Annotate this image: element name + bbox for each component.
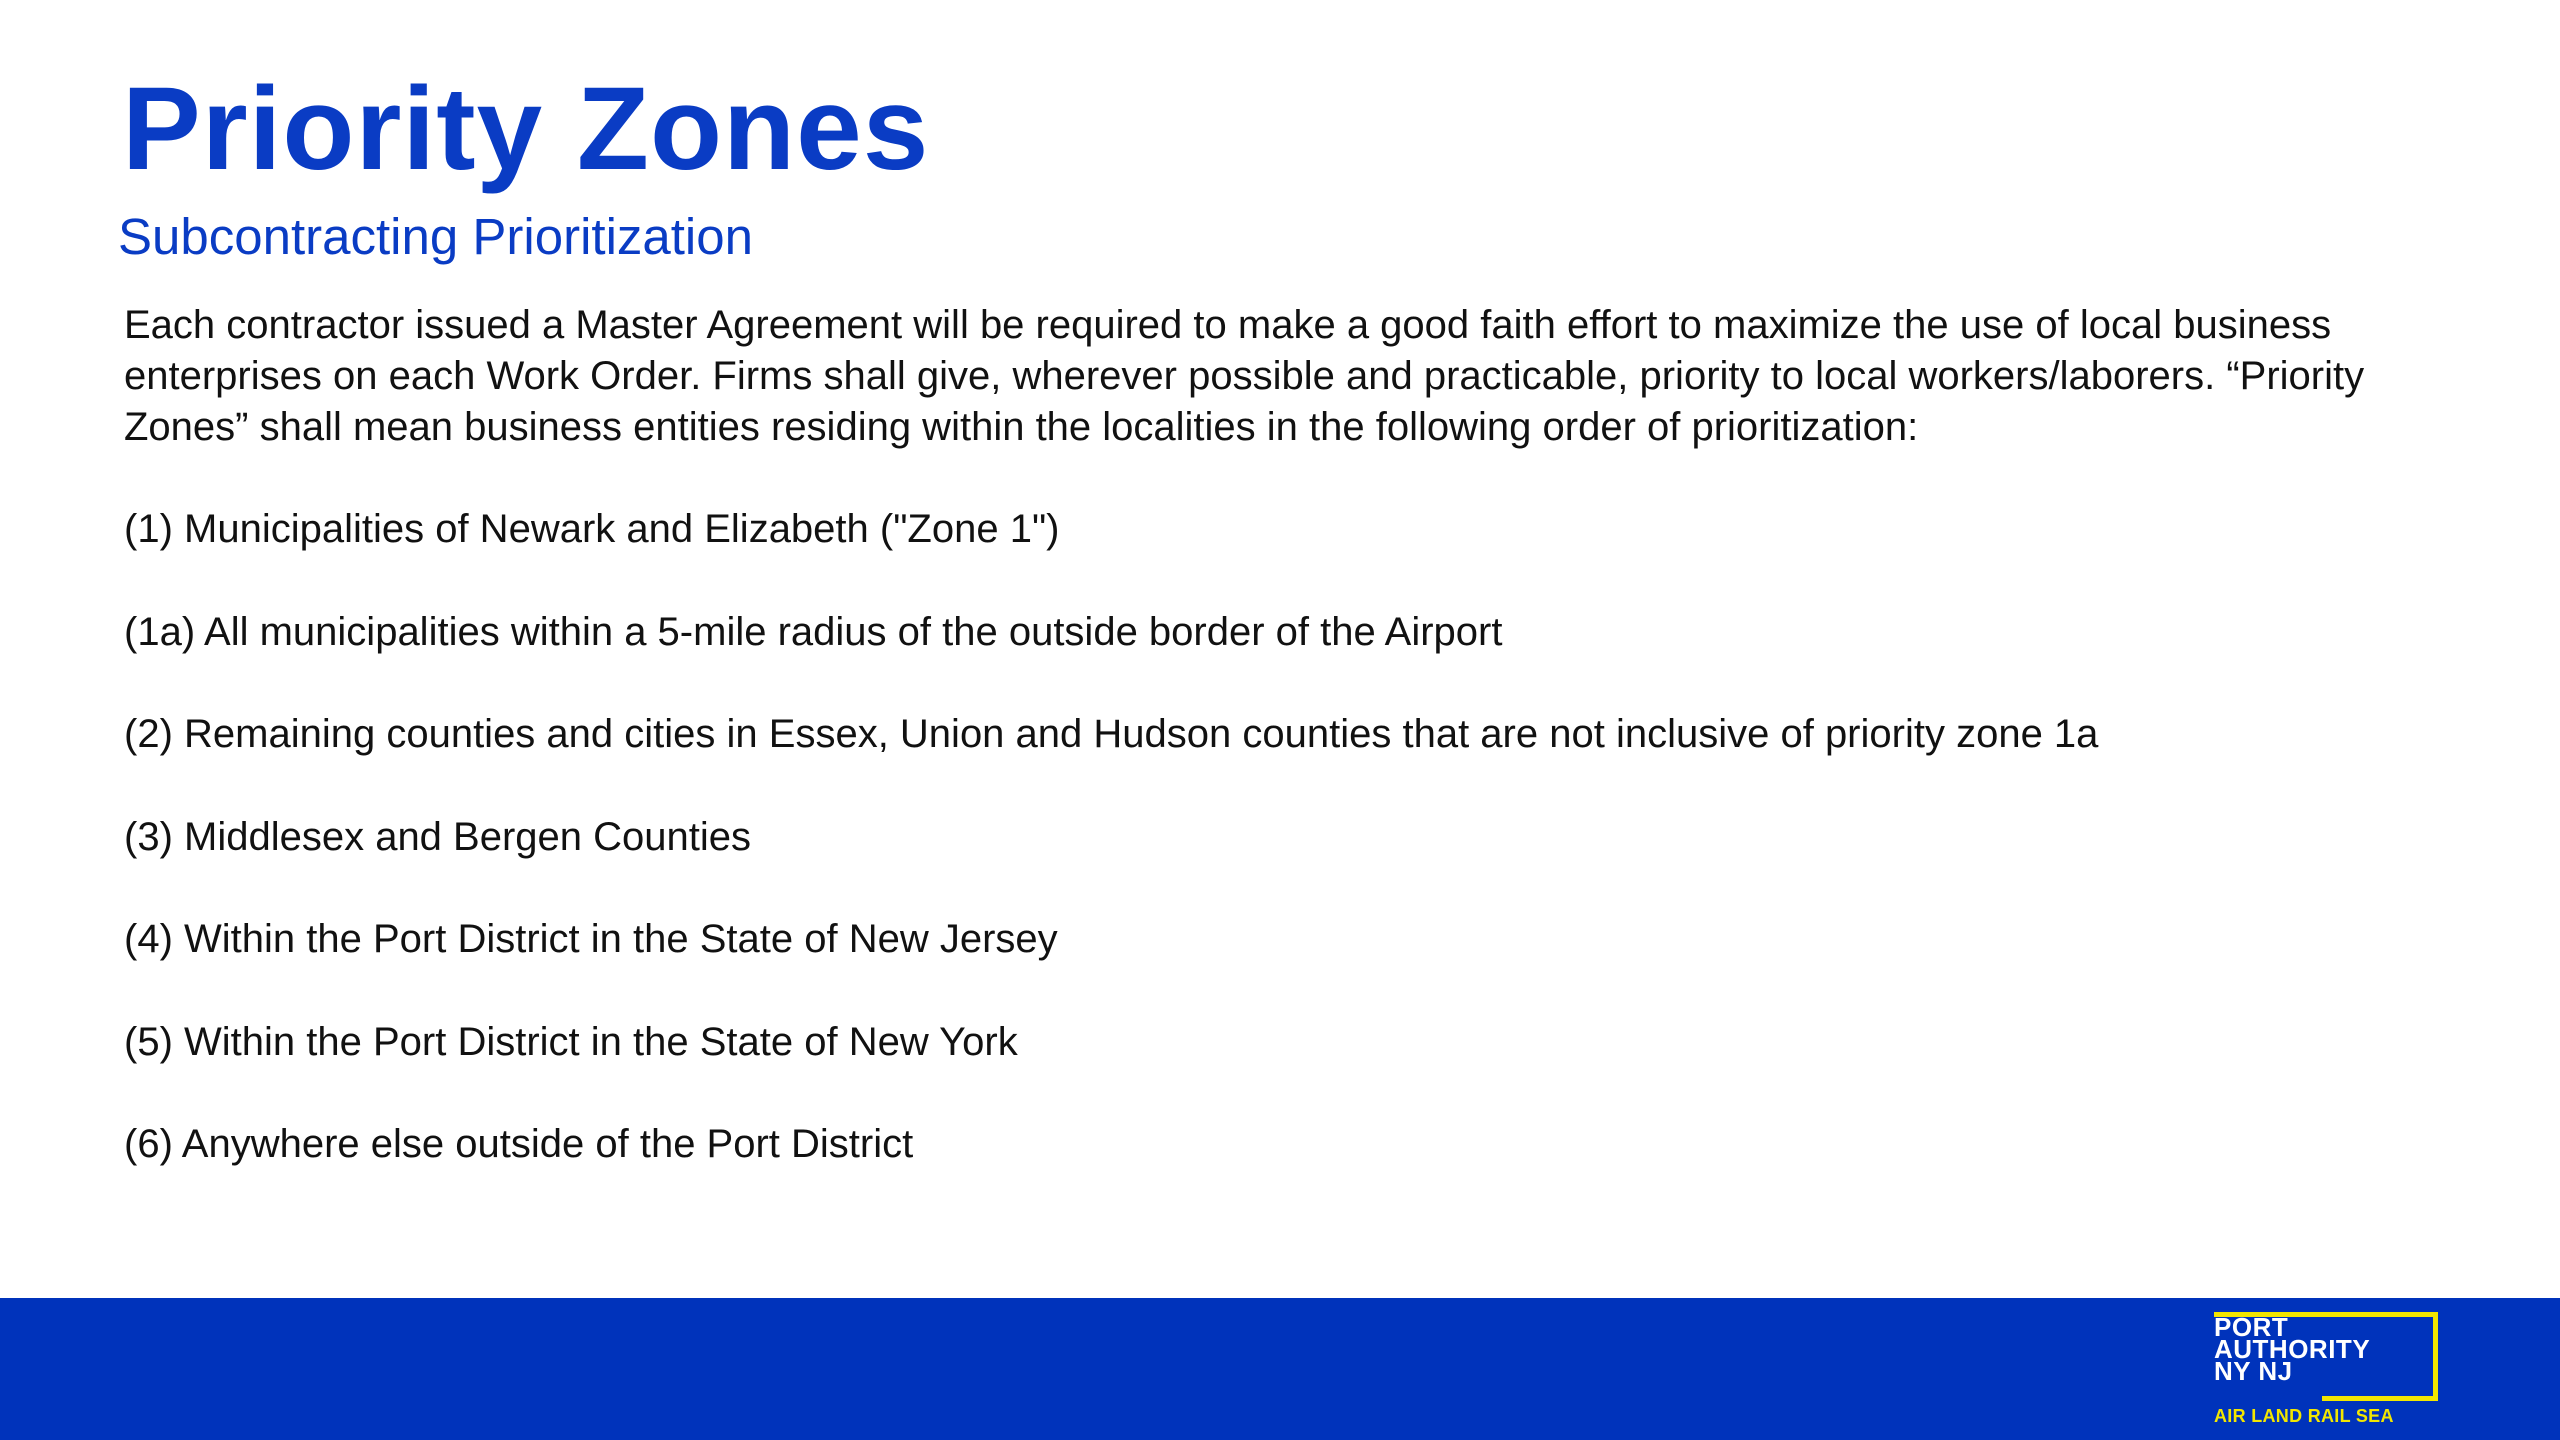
logo-text-port: PORT	[2214, 1312, 2289, 1342]
slide-subtitle: Subcontracting Prioritization	[118, 208, 753, 265]
logo-text-authority: AUTHORITY	[2214, 1334, 2371, 1364]
zone-item-1a: (1a) All municipalities within a 5-mile radius of the outside border of the Airport	[124, 609, 1503, 654]
zone-item-4: (4) Within the Port District in the State of New Jersey	[124, 917, 1058, 961]
logo-text-nynj: NY NJ	[2214, 1356, 2293, 1386]
zone-item-2: (2) Remaining counties and cities in Essex, Union and Hudson counties that are not inclusive of priority zone 1a	[124, 712, 2099, 756]
port-authority-logo	[2214, 1312, 2444, 1428]
zone-item-5: (5) Within the Port District in the State of New York	[124, 1019, 1018, 1064]
priority-zone-list	[124, 504, 2384, 1170]
zone-item-6: (6) Anywhere else outside of the Port District	[124, 1122, 914, 1166]
zone-item-3: (3) Middlesex and Bergen Counties	[124, 814, 752, 859]
slide-title: Priority Zones	[122, 63, 930, 195]
slide-body	[124, 300, 2384, 1170]
zone-item-1: (1) Municipalities of Newark and Elizabeth ("Zone 1")	[124, 507, 1060, 551]
footer-band	[0, 1298, 2560, 1440]
logo-tagline: AIR LAND RAIL SEA	[2214, 1406, 2394, 1426]
intro-paragraph: Each contractor issued a Master Agreement will be required to make a good faith effort to maximize the use of local business enterprises on each Work Order. Firms shall give, wherever possible and practicable, priority to local workers/laborers. “Priority Zones” shall mean business entities residing within the localities in the following order of prioritization:	[124, 303, 2365, 449]
